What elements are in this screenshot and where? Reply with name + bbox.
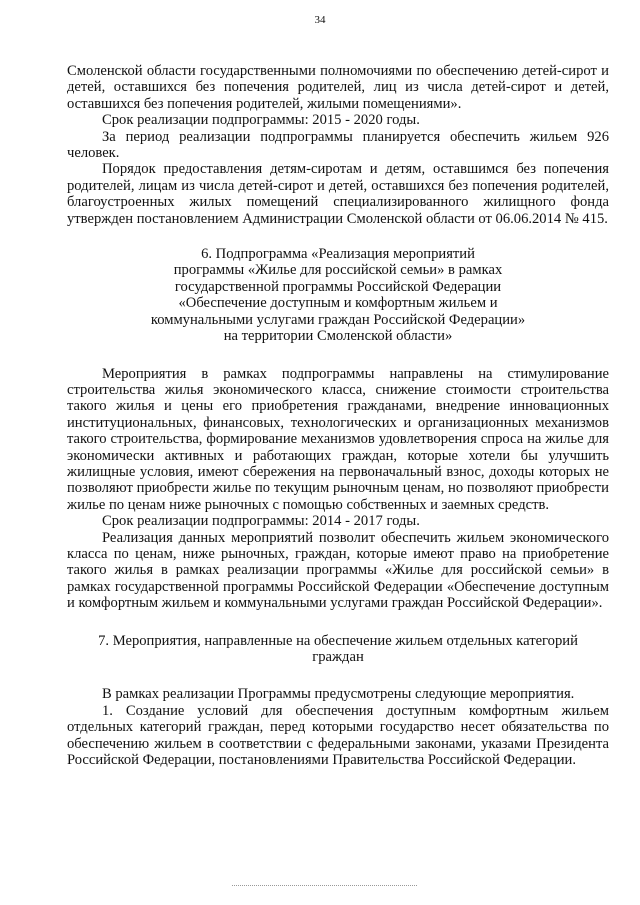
paragraph: За период реализации подпрограммы планируется обеспечить жильем 926 человек. <box>67 128 609 162</box>
paragraph: В рамках реализации Программы предусмотрены следующие мероприятия. <box>102 686 575 703</box>
heading-line: 6. Подпрограмма «Реализация мероприятий <box>201 246 475 263</box>
section-7-heading <box>67 633 609 666</box>
paragraph: Срок реализации подпрограммы: 2014 - 2017 годы. <box>102 513 420 530</box>
footer-divider <box>232 885 417 886</box>
heading-line: программы «Жилье для российской семьи» в рамках <box>173 262 503 279</box>
heading-line: граждан <box>312 649 364 665</box>
heading-line: 7. Мероприятия, направленные на обеспечение жильем отдельных категорий <box>98 632 578 649</box>
document-body <box>67 63 609 768</box>
paragraph: Мероприятия в рамках подпрограммы направлены на стимулирование строительства жилья экономического класса, снижение стоимости строительства такого жилья и цены его приобретения гражданами, внедрение инновационных институциональных, финансовых, технологических и организационных механизмов такого строительства, формирование механизмов удовлетворения спроса на жилье для экономически активных и работающих граждан, которые хотели бы улучшить жилищные условия, имеют сбережения на первоначальный взнос, доходы которых не позволяют приобрести жилье по текущим рыночным ценам, но позволяют приобрести жилье по ценам ниже рыночных с помощью собственных и заемных средств. <box>67 365 609 513</box>
heading-line: государственной программы Российской Федерации <box>174 278 502 295</box>
heading-line: коммунальными услугами граждан Российской Федерации» <box>150 311 526 328</box>
paragraph: Реализация данных мероприятий позволит обеспечить жильем экономического класса по ценам, ниже рыночных, граждан, которые имеют право на приобретение такого жилья в рамках реализации программы «Жилье для российской семьи» в рамках государственной программы Российской Федерации «Обеспечение доступным и комфортным жильем и коммунальными услугами граждан Российской Федерации». <box>67 529 609 612</box>
paragraph: Срок реализации подпрограммы: 2015 - 2020 годы. <box>102 112 420 129</box>
paragraph: Порядок предоставления детям-сиротам и детям, оставшимся без попечения родителей, лицам из числа детей-сирот и детей, оставшихся без попечения родителей, благоустроенных жилых помещений специализированного жилищного фонда утвержден постановлением Администрации Смоленской области от 06.06.2014 № 415. <box>67 161 609 227</box>
paragraph: Смоленской области государственными полномочиями по обеспечению детей-сирот и детей, оставшихся без попечения родителей, лиц из числа детей-сирот и детей, оставшихся без попечения родителей, жилыми помещениями». <box>67 63 609 112</box>
heading-line: «Обеспечение доступным и комфортным жильем и <box>178 295 498 312</box>
paragraph: 1. Создание условий для обеспечения доступным комфортным жильем отдельных категорий граждан, перед которыми государство несет обязательства по обеспечению жильем в соответствии с федеральными законами, указами Президента Российской Федерации, постановлениями Правительства Российской Федерации. <box>67 702 609 769</box>
page-number: 34 <box>314 14 326 26</box>
section-6-heading <box>67 246 609 344</box>
heading-line: на территории Смоленской области» <box>223 328 453 345</box>
